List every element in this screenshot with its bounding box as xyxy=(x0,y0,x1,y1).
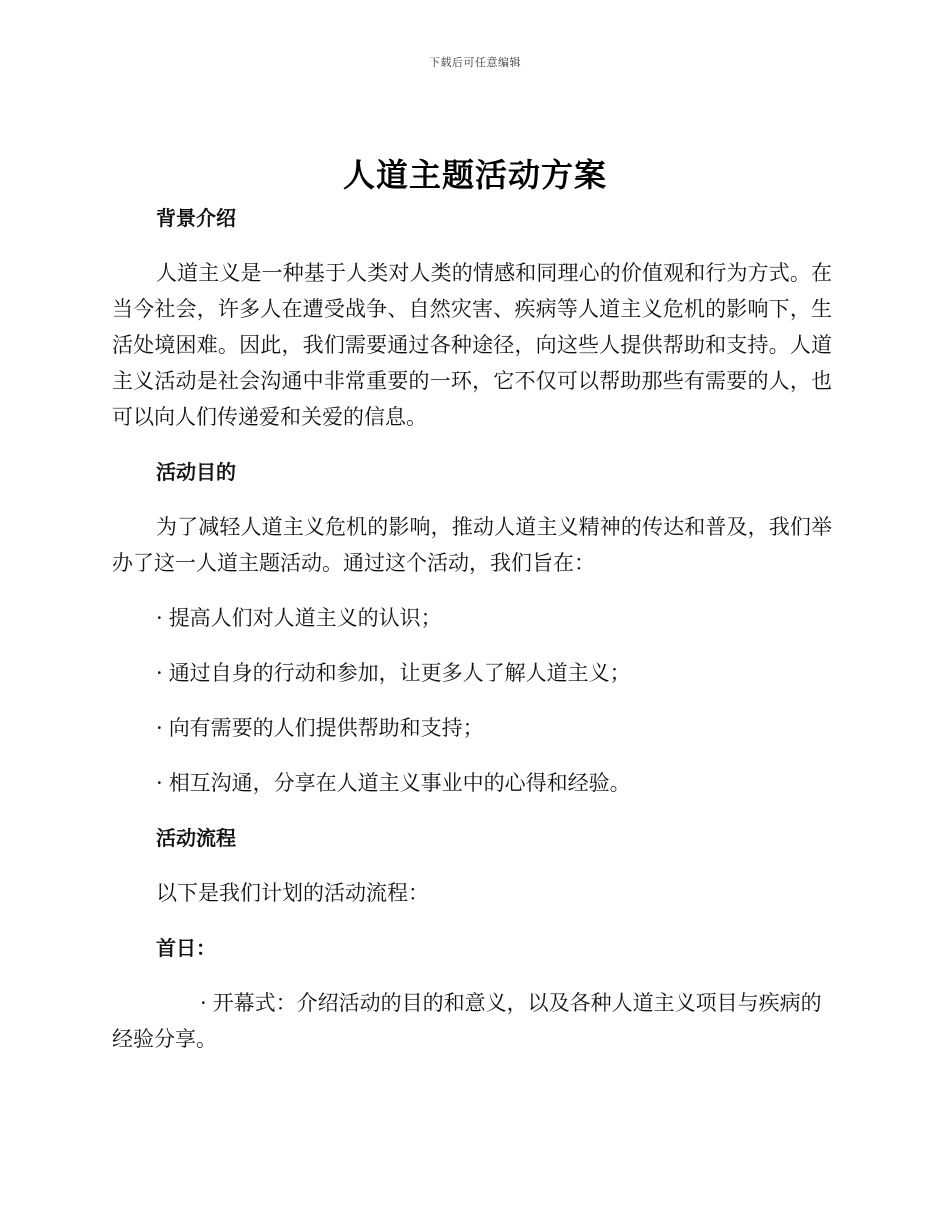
process-intro: 以下是我们计划的活动流程： xyxy=(156,881,429,905)
background-paragraph: 人道主义是一种基于人类对人类的情感和同理心的价值观和行为方式。在当今社会，许多人在遭受战争、自然灾害、疾病等人道主义危机的影响下，生活处境困难。因此，我们需要通过各种途径，向这些人提供帮助和支持。人道主义活动是社会沟通中非常重要的一环，它不仅可以帮助那些有需要的人，也可以向人们传递爱和关爱的信息。 xyxy=(112,261,832,429)
day1-heading: 首日： xyxy=(156,936,216,960)
bullet-text: 通过自身的行动和参加，让更多人了解人道主义； xyxy=(168,661,631,685)
header-note: 下载后可任意编辑 xyxy=(429,56,521,69)
section-heading-purpose: 活动目的 xyxy=(156,460,236,484)
section-heading-background: 背景介绍 xyxy=(156,206,236,230)
day1-bullet-item xyxy=(112,985,832,1057)
bullet-dot-icon: · xyxy=(200,991,207,1015)
bullet-text: 相互沟通，分享在人道主义事业中的心得和经验。 xyxy=(168,771,631,795)
bullet-text: 开幕式：介绍活动的目的和意义，以及各种人道主义项目与疾病的经验分享。 xyxy=(112,991,822,1051)
bullet-text: 提高人们对人道主义的认识； xyxy=(168,606,442,630)
bullet-dot-icon: · xyxy=(156,661,163,685)
bullet-dot-icon: · xyxy=(156,716,163,740)
purpose-bullet-item xyxy=(112,710,832,746)
bullet-dot-icon: · xyxy=(156,771,163,795)
bullet-dot-icon: · xyxy=(156,606,163,630)
section-heading-process: 活动流程 xyxy=(156,826,236,850)
purpose-paragraph: 为了减轻人道主义危机的影响，推动人道主义精神的传达和普及，我们举办了这一人道主题活动。通过这个活动，我们旨在： xyxy=(112,515,832,575)
document-title: 人道主题活动方案 xyxy=(342,156,607,194)
purpose-bullet-item xyxy=(112,655,832,691)
purpose-bullet-item xyxy=(112,600,832,636)
document-body xyxy=(112,200,832,1076)
bullet-text: 向有需要的人们提供帮助和支持； xyxy=(168,716,484,740)
purpose-bullet-item xyxy=(112,765,832,801)
